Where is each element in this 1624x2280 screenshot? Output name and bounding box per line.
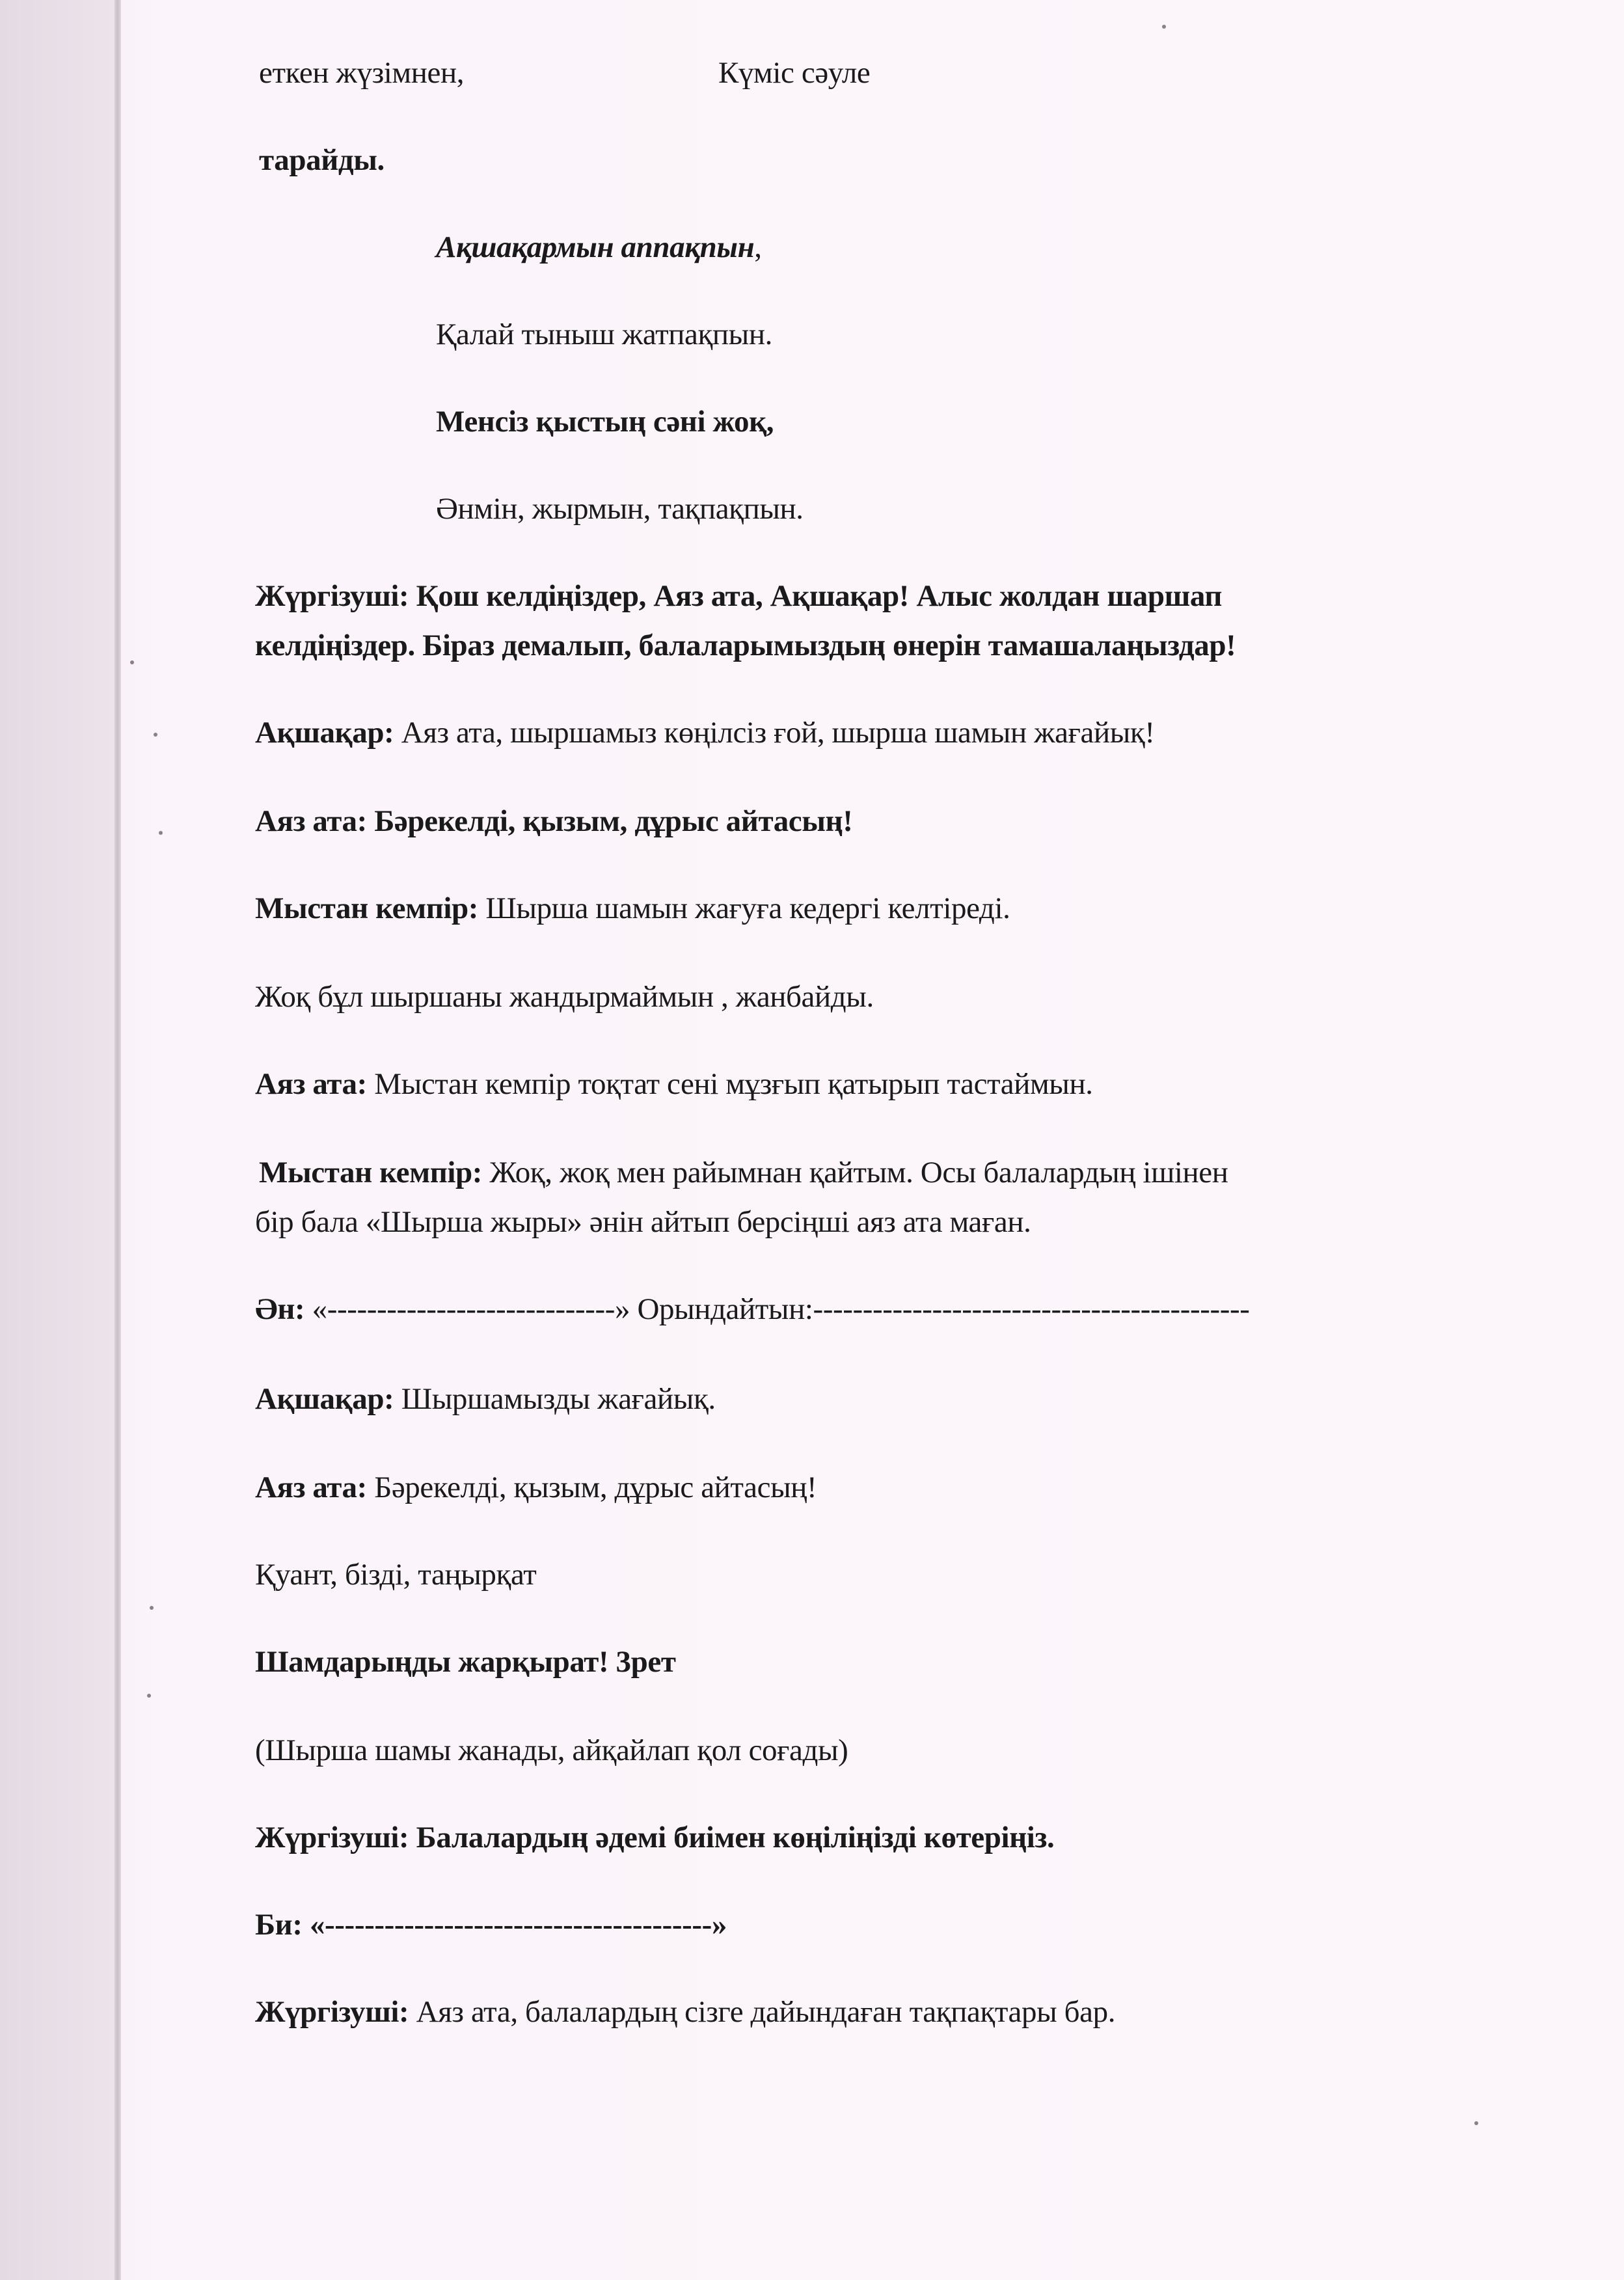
dialogue-line [259,1153,1228,1192]
verse-line [436,228,762,267]
speaker-label: Мыстан кемпір: [255,891,479,925]
text-line: Күміс сәуле [718,56,871,90]
text-line: еткен жүзімнен, [259,56,465,90]
dialogue-line [255,713,1155,752]
dialogue-line: келдіңіздер. Біраз демалып, балаларымыздың өнерін тамашалаңыздар! [255,629,1236,662]
speaker-label: Жүргізуші: [255,579,409,613]
scan-speck [1474,2121,1478,2125]
dialogue-line [255,1905,727,1944]
dialogue-text: Қош келдіңіздер, Аяз ата, Ақшақар! Алыс жолдан шаршап [409,579,1223,613]
dialogue-line [255,802,853,841]
speaker-label: Аяз ата: [255,1067,367,1101]
verse-line: Менсіз қыстың сәні жоқ, [436,405,774,439]
scan-speck [130,660,134,664]
scan-speck [1162,25,1166,29]
speaker-label: Аяз ата: [255,1471,367,1504]
speaker-label: Мыстан кемпір: [259,1156,483,1189]
dialogue-line [255,1290,1250,1329]
speaker-label: Ақшақар: [255,716,394,750]
dialogue-line: Жоқ бұл шыршаны жандырмаймын , жанбайды. [255,980,874,1014]
speaker-label: Ән: [255,1292,305,1326]
scan-speck [154,733,157,737]
dialogue-line [255,1065,1093,1104]
speaker-label: Би: [255,1908,303,1942]
dialogue-line [255,1818,1054,1857]
dialogue-line [255,889,1010,928]
scan-speck [147,1694,151,1698]
dialogue-text: Балалардың әдемі биімен көңіліңізді көтеріңіз. [409,1821,1055,1854]
verse-punctuation: , [754,230,762,264]
dialogue-line: бір бала «Шырша жыры» әнін айтып берсіңші аяз ата маған. [255,1205,1031,1239]
dialogue-text: «---------------------------------------» [302,1908,727,1942]
text-line: тарайды. [259,143,385,177]
binding-margin [0,0,115,2280]
dialogue-text: Бәрекелді, қызым, дұрыс айтасың! [366,1471,817,1504]
stage-direction: (Шырша шамы жанады, айқайлап қол соғады) [255,1733,848,1767]
dialogue-text: Аяз ата, балалардың сізге дайындаған тақпақтары бар. [409,1995,1116,2029]
dialogue-text: Бәрекелді, қызым, дұрыс айтасың! [366,804,853,838]
dialogue-text: Шырша шамын жағуға кедергі келтіреді. [478,891,1010,925]
verse-emphasis: Ақшақармын аппақпын [436,230,755,264]
dialogue-line: Шамдарыңды жарқырат! 3рет [255,1645,676,1679]
speaker-label: Ақшақар: [255,1382,394,1416]
dialogue-text: Мыстан кемпір тоқтат сені мұзғып қатырып тастаймын. [366,1067,1093,1101]
dialogue-line [255,1379,716,1418]
dialogue-text: «-----------------------------» Орындайтын:-------------------------------------------- [304,1292,1250,1326]
binding-edge [115,0,121,2280]
speaker-label: Аяз ата: [255,804,367,838]
dialogue-line: Қуант, бізді, таңырқат [255,1558,537,1592]
dialogue-text: Аяз ата, шыршамыз көңілсіз ғой, шырша шамын жағайық! [394,716,1155,750]
dialogue-text: Жоқ, жоқ мен райымнан қайтым. Осы балалардың ішінен [482,1156,1228,1189]
scan-speck [159,831,163,835]
dialogue-text: Шыршамызды жағайық. [394,1382,716,1416]
dialogue-line [255,577,1222,616]
verse-line: Қалай тыныш жатпақпын. [436,318,772,351]
speaker-label: Жүргізуші: [255,1995,409,2029]
dialogue-line [255,1992,1115,2031]
scan-speck [150,1606,154,1610]
verse-line: Әнмін, жырмын, тақпақпын. [436,492,804,526]
dialogue-line [255,1468,817,1507]
speaker-label: Жүргізуші: [255,1821,409,1854]
